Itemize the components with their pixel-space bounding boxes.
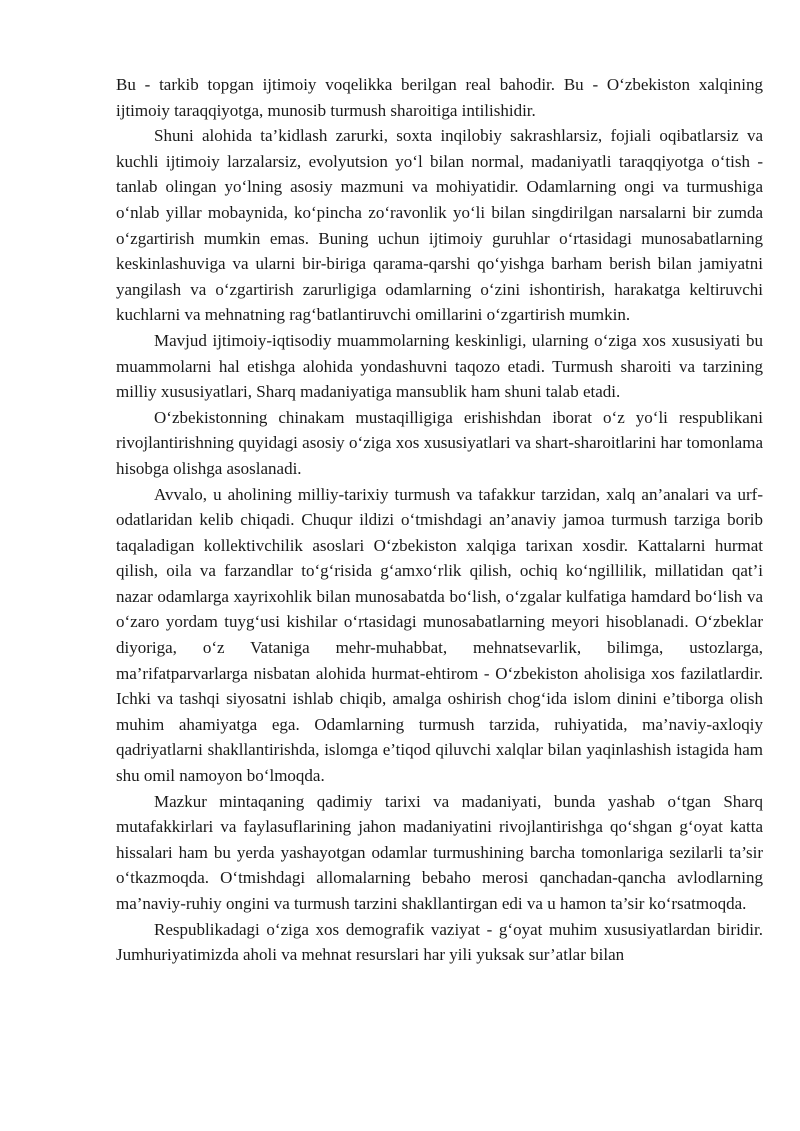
paragraph-ancient-history: Mazkur mintaqaning qadimiy tarixi va madaniyati, bunda yashab o‘tgan Sharq mutafakkirlari va faylasuflarining jahon madaniyatini rivojlantirishga qo‘shgan g‘oyat katta hissalari ham bu yerda yashayotgan odamlar turmushining barcha tomonlariga sezilarli ta’sir o‘tkazmoqda. O‘tmishdagi allomalarning bebaho merosi qanchadan-qancha avlodlarning ma’naviy-ruhiy ongini va turmush tarzini shakllantirgan edi va u hamon ta’sir ko‘rsatmoqda.	[116, 791, 763, 913]
paragraph-evolutionary-path: Shuni alohida ta’kidlash zarurki, soxta inqilobiy sakrashlarsiz, fojiali oqibatlarsiz va kuchli ijtimoiy larzalarsiz, evolyutsion yo‘l bilan normal, madaniyatli taraqqiyotga o‘tish - tanlab olingan yo‘lning asosiy mazmuni va mohiyatidir. Odamlarning ongi va turmushiga o‘nlab yillar mobaynida, ko‘pincha zo‘ravonlik yo‘li bilan singdirilgan narsalarni bir zumda o‘zgartirish mumkin emas. Buning uchun ijtimoiy guruhlar o‘rtasidagi munosabatlarning keskinlashuviga va ularni bir-biriga qarama-qarshi qo‘yishga barham berish bilan jamiyatni yangilash va o‘zgartirish zarurligiga odamlarning o‘zini ishontirish, harakatga keltiruvchi kuchlarni va mehnatning rag‘batlantiruvchi omillarini o‘zgartirish mumkin.	[116, 126, 763, 325]
paragraph-socioeconomic-problems: Mavjud ijtimoiy-iqtisodiy muammolarning keskinligi, ularning o‘ziga xos xususiyati bu muammolarni hal etishga alohida yondashuvni taqozo etadi. Turmush sharoiti va tarzining milliy xususiyatlari, Sharq madaniyatiga mansublik ham shuni talab etadi.	[116, 330, 763, 402]
document-page	[116, 72, 763, 968]
paragraph-national-traditions: Avvalo, u aholining milliy-tarixiy turmush va tafakkur tarzidan, xalq an’analari va urf-odatlaridan kelib chiqadi. Chuqur ildizi o‘tmishdagi an’anaviy jamoa turmush tarziga borib taqaladigan kollektivchilik asoslari O‘zbekiston xalqiga tarixan xosdir. Kattalarni hurmat qilish, oila va farzandlar to‘g‘risida g‘amxo‘rlik qilish, ochiq ko‘ngillilik, millatidan qat’i nazar odamlarga xayrixohlik bilan munosabatda bo‘lish, o‘zgalar kulfatiga hamdard bo‘lish va o‘zaro yordam tuyg‘usi kishilar o‘rtasidagi munosabatlarning meyori hisoblanadi. O‘zbeklar diyoriga, o‘z Vataniga mehr-muhabbat, mehnatsevarlik, bilimga, ustozlarga, ma’rifatparvarlarga nisbatan alohida hurmat-ehtirom - O‘zbekiston aholisiga xos fazilatlardir. Ichki va tashqi siyosatni ishlab chiqib, amalga oshirish chog‘ida islom dinini e’tiborga olish muhim ahamiyatga ega. Odamlarning turmush tarzida, ruhiyatida, ma’naviy-axloqiy qadriyatlarni shakllantirishda, islomga e’tiqod qiluvchi xalqlar bilan yaqinlashish istagida ham shu omil namoyon bo‘lmoqda.	[116, 484, 763, 786]
paragraph-demographic-situation: Respublikadagi o‘ziga xos demografik vaziyat - g‘oyat muhim xususiyatlardan biridir. Jumhuriyatimizda aholi va mehnat resurslari har yili yuksak sur’atlar bilan	[116, 919, 763, 965]
paragraph-independence-path: O‘zbekistonning chinakam mustaqilligiga erishishdan iborat o‘z yo‘li respublikani rivojlantirishning quyidagi asosiy o‘ziga xos xususiyatlari va shart-sharoitlarini har tomonlama hisobga olishga asoslanadi.	[116, 407, 763, 478]
paragraph-continuation: Bu - tarkib topgan ijtimoiy voqelikka berilgan real bahodir. Bu - O‘zbekiston xalqining ijtimoiy taraqqiyotga, munosib turmush sharoitiga intilishidir.	[116, 75, 763, 120]
